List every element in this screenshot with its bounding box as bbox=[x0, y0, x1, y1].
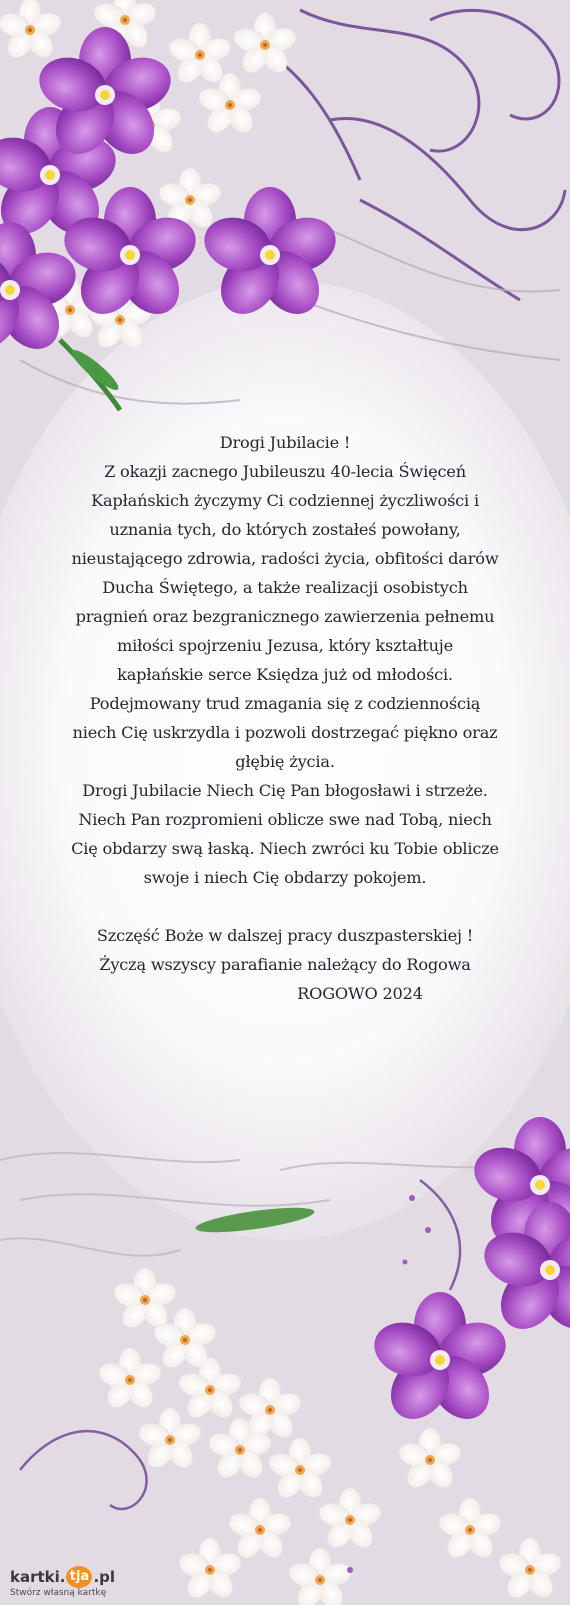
wish-line: kapłańskie serce Księdza już od młodości. bbox=[117, 665, 453, 684]
wish-line: niech Cię uskrzydla i pozwoli dostrzegać piękno oraz bbox=[72, 723, 498, 742]
wish-line: uznania tych, do których zostałeś powołany, bbox=[109, 520, 461, 539]
closing-line: Szczęść Boże w dalszej pracy duszpasterskiej ! bbox=[96, 926, 474, 945]
wish-line: Podejmowany trud zmagania się z codziennością bbox=[89, 694, 481, 713]
wish-line: nieustającego zdrowia, radości życia, obfitości darów bbox=[71, 549, 499, 568]
wish-line: pragnień oraz bezgranicznego zawierzenia pełnemu bbox=[75, 607, 495, 626]
wish-line: Ducha Świętego, a także realizacji osobistych bbox=[102, 578, 468, 597]
wish-line: Z okazji zacnego Jubileuszu 40-lecia Święceń bbox=[104, 462, 466, 481]
greeting-line: Drogi Jubilacie ! bbox=[219, 433, 351, 452]
wish-line: swoje i niech Cię obdarzy pokojem. bbox=[143, 868, 427, 887]
wish-line: głębię życia. bbox=[235, 752, 335, 771]
logo-name-part1: kartki. bbox=[10, 1568, 66, 1586]
site-logo[interactable] bbox=[6, 1566, 122, 1602]
wish-line: Drogi Jubilacie Niech Cię Pan błogosławi i strzeże. bbox=[82, 781, 488, 800]
wish-line: Kapłańskich życzymy Ci codziennej życzliwości i bbox=[91, 491, 479, 510]
paragraph-gap bbox=[20, 892, 550, 921]
wish-line: Niech Pan rozpromieni oblicze swe nad Tobą, niech bbox=[78, 810, 492, 829]
wish-line: miłości spojrzeniu Jezusa, który kształtuje bbox=[116, 636, 453, 655]
signature-line: ROGOWO 2024 bbox=[297, 984, 423, 1003]
logo-tagline: Stwórz własną kartkę bbox=[10, 1588, 107, 1598]
closing-line: Życzą wszyscy parafianie należący do Rogowa bbox=[99, 955, 471, 974]
logo-name-part2: .pl bbox=[93, 1568, 116, 1586]
wish-text bbox=[20, 428, 550, 1008]
wish-line: Cię obdarzy swą łaską. Niech zwróci ku Tobie oblicze bbox=[71, 839, 499, 858]
logo-badge-icon: tja bbox=[66, 1566, 92, 1588]
logo-wordmark bbox=[10, 1566, 115, 1588]
